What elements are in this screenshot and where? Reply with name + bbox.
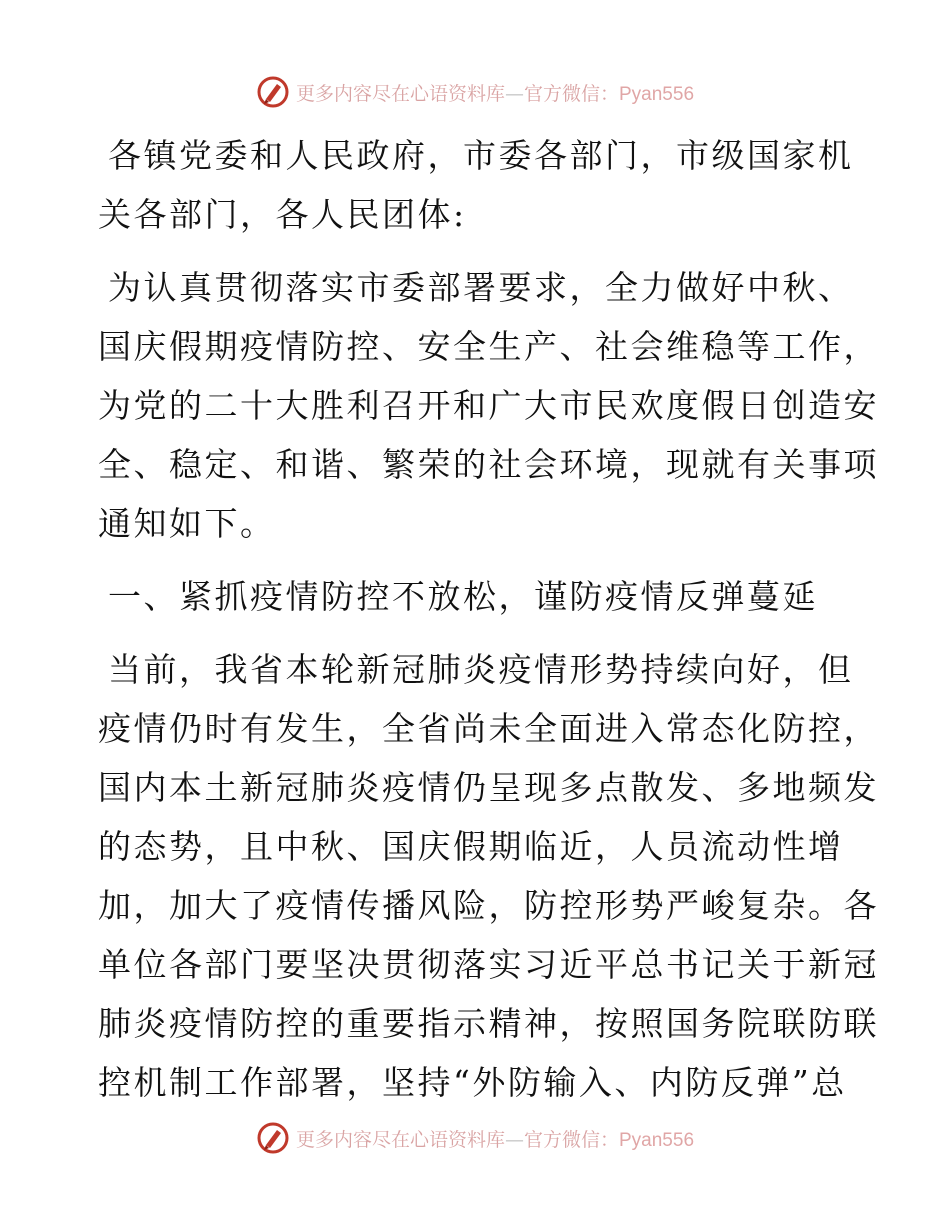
text-line: 当前，我省本轮新冠肺炎疫情形势持续向好，但	[108, 650, 854, 689]
watermark-handle: Pyan556	[619, 83, 695, 105]
paragraph-salutation	[98, 126, 858, 244]
watermark-official-label: 官方微信：	[523, 1128, 619, 1151]
text-line: 疫情仍时有发生，全省尚未全面进入常态化防控，	[98, 709, 879, 748]
text-line: 各镇党委和人民政府，市委各部门，市级国家机	[108, 136, 854, 175]
text-line: 单位各部门要坚决贯彻落实习近平总书记关于新冠	[98, 945, 879, 984]
watermark-site-name: 更多内容尽在心语资料库	[295, 1128, 505, 1151]
text-line: 国内本土新冠肺炎疫情仍呈现多点散发、多地频发	[98, 768, 879, 807]
text-line: 为认真贯彻落实市委部署要求，全力做好中秋、	[108, 268, 854, 307]
pen-nib-logo-icon	[256, 75, 290, 109]
watermark-text	[296, 1125, 694, 1152]
watermark-header	[0, 72, 950, 112]
watermark-footer	[0, 1118, 950, 1158]
text-line: 国庆假期疫情防控、安全生产、社会维稳等工作，	[98, 327, 879, 366]
watermark-dash: —	[504, 1128, 524, 1151]
text-line: 通知如下。	[98, 504, 276, 543]
paragraph-intro	[98, 258, 879, 553]
text-line: 控机制工作部署，坚持“外防输入、内防反弹”总	[98, 1063, 847, 1102]
watermark-dash: —	[504, 82, 524, 105]
text-line: 肺炎疫情防控的重要指示精神，按照国务院联防联	[98, 1004, 879, 1043]
text-line: 全、稳定、和谐、繁荣的社会环境，现就有关事项	[98, 445, 879, 484]
text-line: 加，加大了疫情传播风险，防控形势严峻复杂。各	[98, 886, 879, 925]
text-line: 一、紧抓疫情防控不放松，谨防疫情反弹蔓延	[108, 577, 818, 616]
section-heading-1	[98, 567, 858, 626]
text-line: 为党的二十大胜利召开和广大市民欢度假日创造安	[98, 386, 879, 425]
text-line: 关各部门，各人民团体:	[98, 195, 467, 234]
watermark-handle: Pyan556	[619, 1129, 695, 1151]
document-body	[98, 126, 879, 1126]
watermark-site-name: 更多内容尽在心语资料库	[295, 82, 505, 105]
watermark-official-label: 官方微信：	[523, 82, 619, 105]
pen-nib-logo-icon	[256, 1121, 290, 1155]
text-line: 的态势，且中秋、国庆假期临近，人员流动性增	[98, 827, 844, 866]
paragraph-section-1-body	[98, 640, 879, 1112]
watermark-text	[296, 79, 694, 106]
